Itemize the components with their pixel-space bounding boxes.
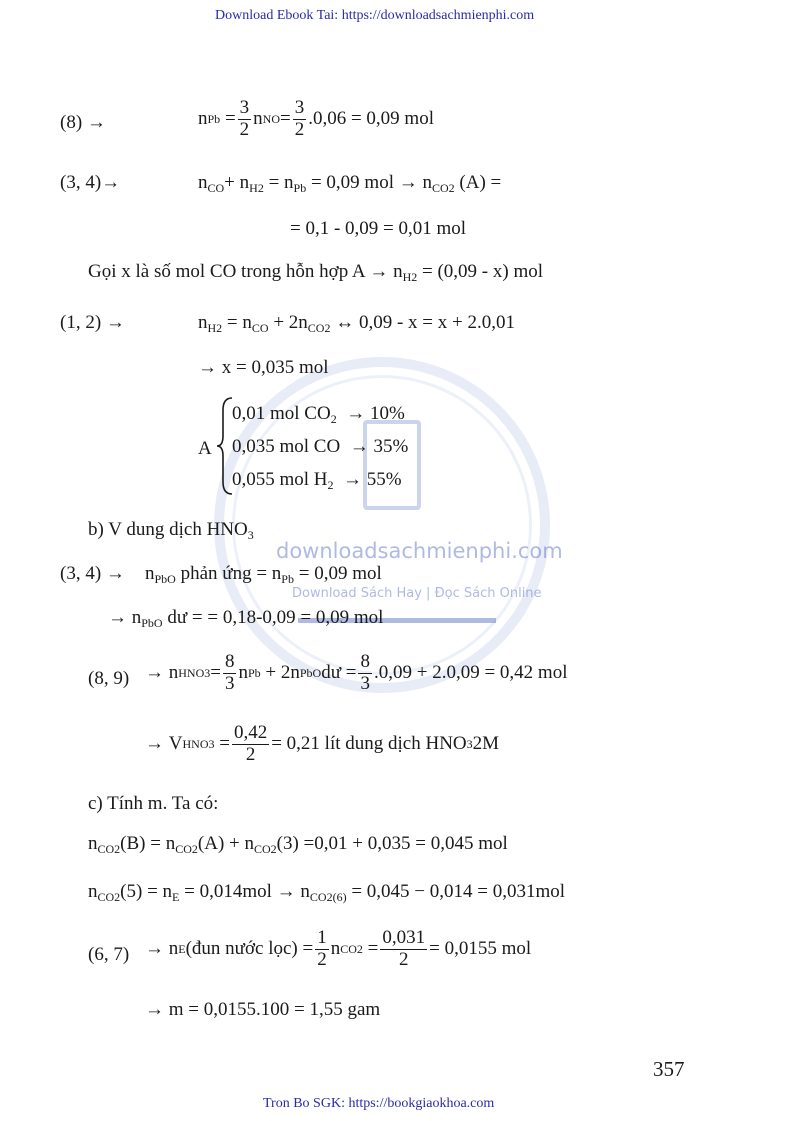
- fraction: $\frac{8}{3}$: [224, 651, 235, 694]
- eq-npb: n Pb = $\frac{3}{2}$ n NO = $\frac{3}{2}$ .0,06 = 0,09 mol: [198, 97, 434, 140]
- system-row-co: 0,035 mol CO → 35%: [232, 436, 409, 457]
- fraction: $\frac{3}{2}$: [239, 97, 250, 140]
- fraction: $\frac{0,031}{2}$: [382, 927, 426, 970]
- line-8-ref: (8) →: [60, 112, 106, 133]
- eq-x: → x = 0,035 mol: [198, 357, 329, 378]
- eq-nco2-b: $n_{CO2}(B) = n_{CO2}(A) + n_{CO2}(3) =0,01 + 0,035 = 0,045$ mol: [88, 833, 508, 856]
- page-number: 357: [653, 1057, 685, 1081]
- line-89-ref: (8, 9): [88, 668, 130, 689]
- eq-ne: → n E (đun nước lọc) = $\frac{1}{2}$ n CO2 = $\frac{0,031}{2}$ = 0,0155 mol: [145, 927, 532, 970]
- eq-vhno3: → V HNO3 = $\frac{0,42}{2}$ = 0,21 lít dung dịch HNO 3 2M: [145, 722, 500, 765]
- fraction: $\frac{1}{2}$: [317, 927, 327, 970]
- page-header: Download Ebook Tai: https://downloadsachmienphi.com: [215, 8, 535, 23]
- line-12-ref: (1, 2) →: [60, 312, 125, 333]
- fraction: $\frac{8}{3}$: [360, 651, 370, 694]
- system-row-co2: 0,01 mol $CO_2 \to 10\%$: [232, 403, 405, 426]
- fraction: $\frac{0,42}{2}$: [233, 722, 268, 765]
- watermark-site: downloadsachmienphi.com: [276, 539, 563, 563]
- section-c: c) Tính m. Ta có:: [88, 793, 219, 814]
- book-icon: [363, 420, 421, 510]
- fraction: $\frac{3}{2}$: [294, 97, 305, 140]
- line-34-ref: (3, 4)→: [60, 172, 121, 193]
- eq-m: → m = 0,0155.100 = 1,55 gam: [145, 999, 381, 1020]
- system-row-h2: 0,055 mol $H_2 \to 55\%$: [232, 469, 402, 492]
- system-label: A: [198, 438, 212, 459]
- line-67-ref: (6, 7): [88, 944, 130, 965]
- text-goi-x: Gọi x là số mol CO trong hỗn hợp $A \to n_{H2} = (0,09 - x)$ mol: [88, 261, 544, 284]
- eq-nh2: $n_{H2} = n_{CO} + 2n_{CO2}$ ↔ 0,09 - x = x + 2.0,01: [198, 312, 515, 335]
- eq-nhno3: → n HNO3 = $\frac{8}{3}$ n Pb + 2n PbO dư = $\frac{8}{3}$ .0,09 + 2.0,09 = 0,42 mol: [145, 651, 568, 694]
- eq-nco-nh2: $n_{CO}+ n_{H2} = n_{Pb} = 0,09$ mol → $n_{CO2}$ (A) =: [198, 172, 502, 195]
- eq-npbo: $n_{PbO}$ phản ứng = $n_{Pb} = 0,09$ mol: [145, 563, 382, 586]
- watermark-tagline: Download Sách Hay | Đọc Sách Online: [292, 586, 542, 601]
- section-b: b) V dung dịch $HNO_3$: [88, 519, 254, 542]
- page-footer: Tron Bo SGK: https://bookgiaokhoa.com: [263, 1096, 495, 1111]
- eq-npbo-du: → $n_{PbO}$ dư = = 0,18-0,09 = 0,09 mol: [108, 607, 384, 630]
- eq-nco2-5: $n_{CO2}(5) = n_E = 0,014mol \to n_{CO2(6)} = 0,045 - 0,014 = 0,031mol$: [88, 881, 566, 904]
- line-34b-ref: (3, 4) →: [60, 563, 125, 584]
- eq-nco2-a: = 0,1 - 0,09 = 0,01 mol: [290, 218, 467, 239]
